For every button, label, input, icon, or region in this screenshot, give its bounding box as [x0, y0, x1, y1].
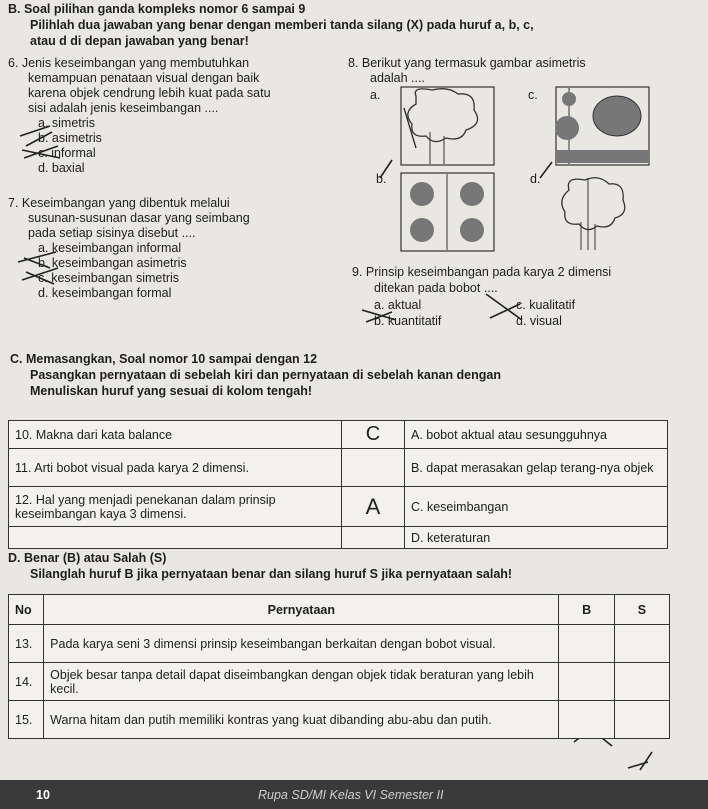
- table-row: [9, 421, 668, 449]
- q9-option-d[interactable]: d. visual: [516, 314, 562, 328]
- col-no: No: [9, 595, 44, 625]
- page-footer: [0, 780, 708, 809]
- q9-line: ditekan pada bobot ....: [374, 281, 498, 295]
- match-right: D. keteraturan: [405, 527, 668, 549]
- q8-label-d[interactable]: d.: [530, 172, 541, 186]
- q7-option-a[interactable]: a. keseimbangan informal: [38, 241, 182, 255]
- match-answer[interactable]: [342, 527, 405, 549]
- table-row: [9, 487, 668, 527]
- salah-cell[interactable]: [614, 625, 669, 663]
- q7-line: susunan-susunan dasar yang seimbang: [28, 211, 250, 225]
- q7-line: 7. Keseimbangan yang dibentuk melalui: [8, 196, 230, 210]
- q6-line: 6. Jenis keseimbangan yang membutuhkan: [8, 56, 250, 70]
- match-left: 10. Makna dari kata balance: [9, 421, 342, 449]
- true-false-table: [8, 594, 670, 739]
- q8-label-c[interactable]: c.: [528, 88, 538, 102]
- section-c-instruction-2: Menuliskan huruf yang sesuai di kolom tengah!: [30, 384, 312, 398]
- book-title: Rupa SD/MI Kelas VI Semester II: [258, 788, 444, 802]
- q6-option-a[interactable]: a. simetris: [38, 116, 95, 130]
- q6-option-c[interactable]: c. informal: [38, 146, 96, 160]
- benar-cell[interactable]: [559, 663, 614, 701]
- table-row: [9, 625, 670, 663]
- section-c-heading: C. Memasangkan, Soal nomor 10 sampai dengan 12: [10, 352, 318, 366]
- benar-cell[interactable]: [559, 701, 614, 739]
- q7-option-b[interactable]: b. keseimbangan asimetris: [38, 256, 187, 270]
- row-statement: Pada karya seni 3 dimensi prinsip keseimbangan berkaitan dengan bobot visual.: [44, 625, 559, 663]
- table-row: [9, 663, 670, 701]
- q7-option-d[interactable]: d. keseimbangan formal: [38, 286, 172, 300]
- q9-option-c[interactable]: c. kualitatif: [516, 298, 576, 312]
- matching-table: [8, 420, 668, 549]
- row-statement: Objek besar tanpa detail dapat diseimbangkan dengan objek tidak beraturan yang lebih kecil.: [44, 663, 559, 701]
- q8-image-b-grid: [400, 172, 495, 252]
- match-answer[interactable]: C: [342, 421, 405, 449]
- q6-line: karena objek cendrung lebih kuat pada satu: [28, 86, 271, 100]
- table-row: [9, 701, 670, 739]
- q6-line: kemampuan penataan visual dengan baik: [28, 71, 260, 85]
- table-row: [9, 449, 668, 487]
- match-right: C. keseimbangan: [405, 487, 668, 527]
- section-b-instruction-2: atau d di depan jawaban yang benar!: [30, 34, 249, 48]
- page-number: 10: [36, 788, 50, 802]
- benar-cell[interactable]: [559, 625, 614, 663]
- question-6: [8, 56, 271, 176]
- col-benar: B: [559, 595, 614, 625]
- q6-option-b[interactable]: b. asimetris: [38, 131, 102, 145]
- section-b-instruction-1: Pilihlah dua jawaban yang benar dengan memberi tanda silang (X) pada huruf a, b, c,: [30, 18, 534, 32]
- q8-label-a[interactable]: a.: [370, 88, 381, 102]
- match-left: [9, 527, 342, 549]
- section-c-instruction-1: Pasangkan pernyataan di sebelah kiri dan pernyataan di sebelah kanan dengan: [30, 368, 501, 382]
- match-left: 11. Arti bobot visual pada karya 2 dimensi.: [9, 449, 342, 487]
- match-right: A. bobot aktual atau sesungguhnya: [405, 421, 668, 449]
- q6-option-d[interactable]: d. baxial: [38, 161, 85, 175]
- row-no: 15.: [9, 701, 44, 739]
- col-statement: Pernyataan: [44, 595, 559, 625]
- q8-image-d-tree: [555, 172, 650, 252]
- q8-image-a-tree: [400, 86, 495, 166]
- question-7: [8, 196, 250, 301]
- section-b-heading: B. Soal pilihan ganda kompleks nomor 6 sampai 9: [8, 2, 306, 16]
- match-left: 12. Hal yang menjadi penekanan dalam prinsip keseimbangan kaya 3 dimensi.: [9, 487, 342, 527]
- q8-label-b[interactable]: b.: [376, 172, 387, 186]
- table-header-row: [9, 595, 670, 625]
- match-right: B. dapat merasakan gelap terang-nya objek: [405, 449, 668, 487]
- q6-line: sisi adalah jenis keseimbangan ....: [28, 101, 219, 115]
- q7-option-c[interactable]: c. keseimbangan simetris: [38, 271, 180, 285]
- match-answer[interactable]: A: [342, 487, 405, 527]
- table-row: [9, 527, 668, 549]
- q9-option-a[interactable]: a. aktual: [374, 298, 422, 312]
- section-d-instruction: Silanglah huruf B jika pernyataan benar dan silang huruf S jika pernyataan salah!: [30, 567, 513, 581]
- match-answer[interactable]: [342, 449, 405, 487]
- section-d-heading: D. Benar (B) atau Salah (S): [8, 551, 167, 565]
- row-statement: Warna hitam dan putih memiliki kontras yang kuat dibanding abu-abu dan putih.: [44, 701, 559, 739]
- q8-line: adalah ....: [370, 71, 425, 85]
- row-no: 13.: [9, 625, 44, 663]
- q9-line: 9. Prinsip keseimbangan pada karya 2 dimensi: [352, 265, 612, 279]
- q7-line: pada setiap sisinya disebut ....: [28, 226, 196, 240]
- salah-cell[interactable]: [614, 701, 669, 739]
- q8-line: 8. Berikut yang termasuk gambar asimetris: [348, 56, 586, 70]
- col-salah: S: [614, 595, 669, 625]
- q9-option-b[interactable]: b. kuantitatif: [374, 314, 442, 328]
- row-no: 14.: [9, 663, 44, 701]
- q8-image-c-circles: [555, 86, 650, 166]
- salah-cell[interactable]: [614, 663, 669, 701]
